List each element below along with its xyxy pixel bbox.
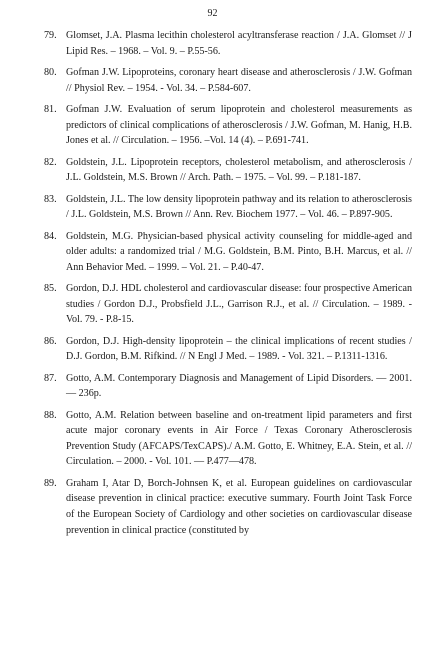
- reference-item: [44, 281, 412, 328]
- reference-item: [44, 408, 412, 470]
- reference-number: 82.: [44, 156, 57, 168]
- reference-text: Gotto, A.M. Relation between baseline and on-treatment lipid parameters and first acute major coronary events in Air Force / Texas Coronary Atherosclerosis Prevention Study (AFCAPS/TexCAPS)./ A.M. Gotto, E. Whitney, E.A. Stein, et al. // Circulation. – 2000. - Vol. 101. — P.477—478.: [66, 409, 412, 468]
- reference-text: Gotto, A.M. Contemporary Diagnosis and Management of Lipid Disorders. — 2001. — 236p.: [66, 372, 412, 400]
- reference-item: [44, 371, 412, 402]
- reference-number: 88.: [44, 409, 57, 421]
- reference-item: [44, 28, 412, 59]
- page-number: 92: [207, 8, 218, 19]
- reference-text: Graham I, Atar D, Borch-Johnsen K, et al. European guidelines on cardiovascular disease prevention in clinical practice: executive summary. Fourth Joint Task Force of the European Society of Cardiology and other societies on cardiovascular disease prevention in clinical practice (constituted by: [66, 477, 412, 536]
- reference-number: 86.: [44, 335, 57, 347]
- reference-number: 87.: [44, 372, 57, 384]
- reference-text: Goldstein, J.L. Lipoprotein receptors, cholesterol metabolism, and atherosclerosis / J.L. Goldstein, M.S. Brown // Arch. Path. – 1975. – Vol. 99. – P.181-187.: [66, 156, 412, 184]
- reference-number: 80.: [44, 66, 57, 78]
- reference-item: [44, 476, 412, 538]
- reference-number: 89.: [44, 477, 57, 489]
- reference-item: [44, 334, 412, 365]
- reference-number: 79.: [44, 30, 57, 41]
- reference-item: [44, 102, 412, 149]
- reference-number: 84.: [44, 230, 57, 242]
- reference-text: Glomset, J.A. Plasma lecithin cholesterol acyltransferase reaction / J.A. Glomset // J Lipid Res. – 1968. – Vol. 9. – P.55-56.: [66, 30, 412, 57]
- reference-text: Goldstein, M.G. Physician-based physical activity counseling for middle-aged and older adults: a randomized trial / M.G. Goldstein, B.M. Pinto, B.H. Marcus, et al. // Ann Behavior Med. – 1999. – Vol. 21. – P.40-47.: [66, 230, 412, 273]
- reference-item: [44, 192, 412, 223]
- reference-text: Gordon, D.J. High-density lipoprotein – the clinical implications of recent studies / D.J. Gordon, B.M. Rifkind. // N Engl J Med. – 1989. - Vol. 321. – P.1311-1316.: [66, 335, 412, 363]
- reference-item: [44, 155, 412, 186]
- reference-number: 83.: [44, 193, 57, 205]
- reference-text: Gordon, D.J. HDL cholesterol and cardiovascular disease: four prospective American studies / Gordon D.J., Probsfield J.L., Garrison R.J., et al. // Circulation. – 1989. - Vol. 79. - P.8-15.: [66, 283, 412, 326]
- reference-item: [44, 229, 412, 276]
- reference-number: 81.: [44, 103, 57, 115]
- reference-text: Gofman J.W. Lipoproteins, coronary heart disease and atherosclerosis / J.W. Gofman // Physiol Rev. – 1954. - Vol. 34. – P.584-607.: [66, 66, 412, 94]
- reference-text: Gofman J.W. Evaluation of serum lipoprotein and cholesterol measurements as predictors of clinical complications of atherosclerosis / J.W. Gofman, M. Hanig, H.B. Jones et al. // Circulation. – 1956. –Vol. 14 (4). – P.691-741.: [66, 103, 412, 147]
- reference-item: [44, 65, 412, 96]
- reference-number: 85.: [44, 283, 57, 295]
- reference-list: [44, 28, 412, 544]
- reference-text: Goldstein, J.L. The low density lipoprotein pathway and its relation to atherosclerosis / J.L. Goldstein, M.S. Brown // Ann. Rev. Biochem 1977. – Vol. 46. – P.897-905.: [66, 193, 412, 221]
